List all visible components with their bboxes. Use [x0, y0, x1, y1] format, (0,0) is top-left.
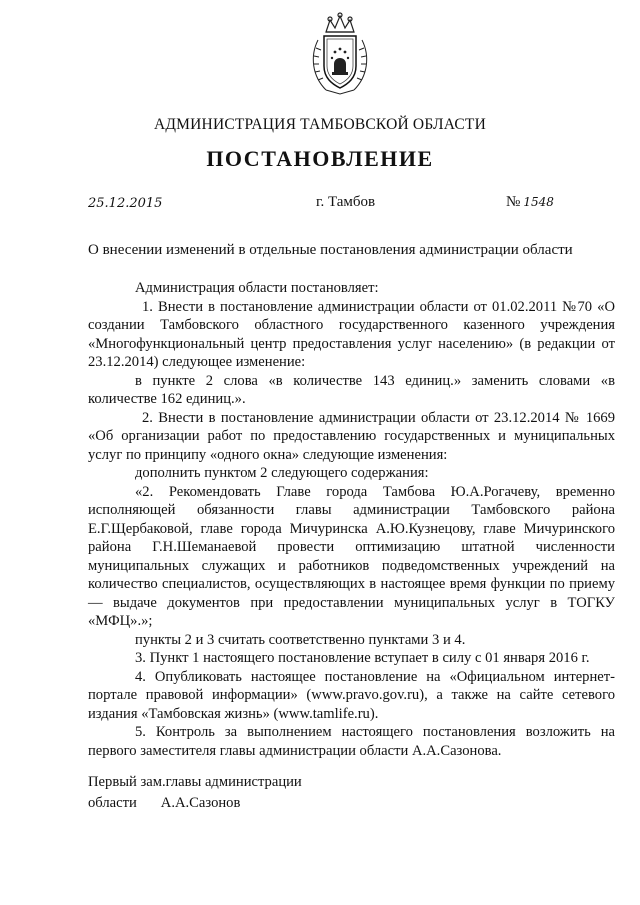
document-number — [506, 194, 554, 211]
document-body — [88, 279, 615, 760]
body-intro: Администрация области постановляет: — [135, 280, 379, 296]
body-item-2: 2. Внести в постановление администрации области от 23.12.2014 № 1669 «Об организации работ по предоставлению государственных и муниципальных услуг по принципу «одного окна» следующие изменения: — [88, 409, 615, 463]
document-date: 25.12.2015 — [88, 196, 163, 211]
body-item-2-text: «2. Рекомендовать Главе города Тамбова Ю.А.Рогачеву, временно исполняющей обязанности главы администрации Тамбовского района Е.Г.Щербаковой, главе города Мичуринска А.Ю.Кузнецову, главе Мичуринского района Г.Н.Шеманаевой провести оптимизацию штатной численности муниципальных служащих и работников подведомственных учреждений на количество специалистов, осуществляющих в настоящее время функции по приему — выдаче документов при предоставлении муниципальных услуг в ТОГКУ «МФЦ».»; — [88, 483, 615, 629]
coat-of-arms-emblem — [306, 10, 374, 98]
body-item-2-renumber: пункты 2 и 3 считать соответственно пунктами 3 и 4. — [135, 631, 466, 648]
body-item-1: 1. Внести в постановление администрации области от 01.02.2011 №70 «О создании Тамбовского областного государственного казенного учреждения «Многофункциональный центр предоставления услуг населению» (в редакции от 23.12.2014) следующее изменение: — [88, 298, 615, 370]
signature-block — [88, 772, 302, 814]
document-type-title: ПОСТАНОВЛЕНИЕ — [206, 146, 434, 171]
body-item-5: 5. Контроль за выполнением настоящего постановления возложить на первого заместителя главы администрации области А.А.Сазонова. — [88, 724, 615, 759]
number-label: № — [506, 194, 521, 210]
signer-position: Первый зам.главы администрации — [88, 774, 302, 790]
number-value: 1548 — [523, 195, 554, 209]
signer-position-cont: области — [88, 795, 137, 811]
issuing-authority: АДМИНИСТРАЦИЯ ТАМБОВСКОЙ ОБЛАСТИ — [154, 116, 486, 133]
document-subject: О внесении изменений в отдельные постановления администрации области — [88, 242, 573, 258]
document-city: г. Тамбов — [316, 194, 376, 210]
body-item-1-change: в пункте 2 слова «в количестве 143 единиц.» заменить словами «в количестве 162 единиц.». — [88, 372, 615, 407]
body-item-3: 3. Пункт 1 настоящего постановление вступает в силу с 01 января 2016 г. — [135, 650, 590, 666]
body-item-4: 4. Опубликовать настоящее постановление на «Официальном интернет-портале правовой информации» (www.pravo.gov.ru), а также на сайте сетевого издания «Тамбовская жизнь» (www.tamlife.ru). — [88, 668, 615, 722]
signer-line — [88, 793, 302, 814]
signer-name: А.А.Сазонов — [160, 795, 241, 811]
body-item-2-addition: дополнить пунктом 2 следующего содержания: — [135, 465, 429, 481]
